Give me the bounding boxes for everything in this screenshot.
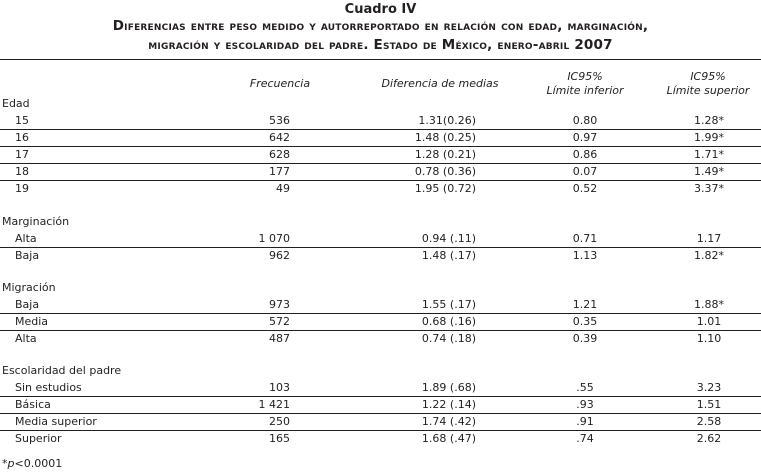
cell-frecuencia: 250 xyxy=(269,415,290,428)
cell-ic-superior: 1.10 xyxy=(696,332,722,345)
footnote xyxy=(2,457,62,471)
cell-frecuencia: 572 xyxy=(269,315,290,328)
row-divider xyxy=(0,313,761,314)
cell-frecuencia: 973 xyxy=(269,298,290,311)
cell-frecuencia: 1 421 xyxy=(258,398,290,411)
row-divider xyxy=(0,180,761,181)
cell-ic-superior: 2.58 xyxy=(696,415,722,428)
cell-ic-superior: 1.88* xyxy=(694,298,724,311)
row-label: Media superior xyxy=(15,415,97,428)
table-title-line-1: Diferencias entre peso medido y autorreportado en relación con edad, marginación, xyxy=(112,18,649,34)
row-label: Alta xyxy=(15,232,37,245)
cell-diferencia: 0.94 (.11) xyxy=(421,232,476,245)
cell-diferencia: 1.28 (0.21) xyxy=(414,148,476,161)
footnote-p: p xyxy=(7,457,15,470)
cell-diferencia: 1.48 (.17) xyxy=(421,249,476,262)
cell-ic-inferior: 1.13 xyxy=(572,249,598,262)
cell-ic-inferior: 0.97 xyxy=(572,131,598,144)
table-title-line-2: migración y escolaridad del padre. Estado de México, enero-abril 2007 xyxy=(148,37,613,53)
cell-frecuencia: 642 xyxy=(269,131,290,144)
cell-ic-inferior: 1.21 xyxy=(572,298,598,311)
cell-ic-inferior: 0.86 xyxy=(572,148,598,161)
cell-diferencia: 1.48 (0.25) xyxy=(414,131,476,144)
row-label: 17 xyxy=(15,148,29,161)
cell-ic-superior: 1.51 xyxy=(696,398,722,411)
cell-ic-superior: 1.28* xyxy=(694,114,724,127)
cell-ic-superior: 1.99* xyxy=(694,131,724,144)
cell-ic-inferior: 0.80 xyxy=(572,114,598,127)
header-ic-inferior-line1: IC95% xyxy=(567,70,603,83)
cell-frecuencia: 536 xyxy=(269,114,290,127)
cell-frecuencia: 103 xyxy=(269,381,290,394)
row-divider xyxy=(0,413,761,414)
header-diferencia-medias: Diferencia de medias xyxy=(381,77,499,90)
cell-frecuencia: 628 xyxy=(269,148,290,161)
cell-diferencia: 1.55 (.17) xyxy=(421,298,476,311)
cell-frecuencia: 487 xyxy=(269,332,290,345)
cell-ic-inferior: 0.39 xyxy=(572,332,598,345)
cell-frecuencia: 177 xyxy=(269,165,290,178)
row-label: 18 xyxy=(15,165,29,178)
header-frecuencia: Frecuencia xyxy=(249,77,311,90)
cell-ic-inferior: 0.71 xyxy=(572,232,598,245)
footnote-text: <0.0001 xyxy=(14,457,63,470)
row-divider xyxy=(0,330,761,331)
cell-frecuencia: 962 xyxy=(269,249,290,262)
row-label: 16 xyxy=(15,131,29,144)
cell-ic-superior: 1.82* xyxy=(694,249,724,262)
row-label: Baja xyxy=(15,298,40,311)
cell-diferencia: 1.89 (.68) xyxy=(421,381,476,394)
cell-ic-inferior: .55 xyxy=(576,381,594,394)
section-label: Edad xyxy=(2,97,30,110)
cell-diferencia: 1.31(0.26) xyxy=(418,114,476,127)
cell-diferencia: 1.95 (0.72) xyxy=(414,182,476,195)
cell-ic-superior: 3.23 xyxy=(696,381,722,394)
section-label: Marginación xyxy=(2,215,70,228)
cell-ic-inferior: .93 xyxy=(576,398,594,411)
cell-ic-inferior: 0.07 xyxy=(572,165,598,178)
header-ic-inferior xyxy=(530,70,640,98)
row-divider xyxy=(0,129,761,130)
cell-ic-inferior: .74 xyxy=(576,432,594,445)
cell-ic-superior: 2.62 xyxy=(696,432,722,445)
header-ic-superior-line2: Límite superior xyxy=(666,84,750,97)
cell-ic-superior: 1.17 xyxy=(696,232,722,245)
cell-ic-superior: 3.37* xyxy=(694,182,724,195)
section-label: Migración xyxy=(2,281,56,294)
header-ic-superior-line1: IC95% xyxy=(690,70,726,83)
section-label: Escolaridad del padre xyxy=(2,364,122,377)
cell-ic-inferior: 0.52 xyxy=(572,182,598,195)
row-divider xyxy=(0,146,761,147)
cell-diferencia: 0.74 (.18) xyxy=(421,332,476,345)
cell-frecuencia: 165 xyxy=(269,432,290,445)
footnote-star: * xyxy=(2,457,8,470)
header-ic-superior xyxy=(652,70,761,98)
cell-ic-superior: 1.01 xyxy=(696,315,722,328)
cell-diferencia: 0.78 (0.36) xyxy=(414,165,476,178)
row-label: Alta xyxy=(15,332,37,345)
row-label: 19 xyxy=(15,182,29,195)
cell-diferencia: 1.68 (.47) xyxy=(421,432,476,445)
table-number: Cuadro IV xyxy=(344,2,417,17)
cell-diferencia: 1.22 (.14) xyxy=(421,398,476,411)
cell-diferencia: 0.68 (.16) xyxy=(421,315,476,328)
top-rule xyxy=(0,59,761,60)
cell-ic-superior: 1.49* xyxy=(694,165,724,178)
row-divider xyxy=(0,430,761,431)
row-label: 15 xyxy=(15,114,29,127)
header-ic-inferior-line2: Límite inferior xyxy=(546,84,624,97)
row-label: Media xyxy=(15,315,49,328)
cell-frecuencia: 49 xyxy=(276,182,290,195)
cell-diferencia: 1.74 (.42) xyxy=(421,415,476,428)
row-divider xyxy=(0,163,761,164)
cell-frecuencia: 1 070 xyxy=(258,232,290,245)
row-divider xyxy=(0,396,761,397)
row-label: Baja xyxy=(15,249,40,262)
cell-ic-inferior: .91 xyxy=(576,415,594,428)
row-divider xyxy=(0,247,761,248)
cell-ic-inferior: 0.35 xyxy=(572,315,598,328)
row-label: Básica xyxy=(15,398,51,411)
row-label: Sin estudios xyxy=(15,381,82,394)
row-label: Superior xyxy=(15,432,62,445)
cell-ic-superior: 1.71* xyxy=(694,148,724,161)
